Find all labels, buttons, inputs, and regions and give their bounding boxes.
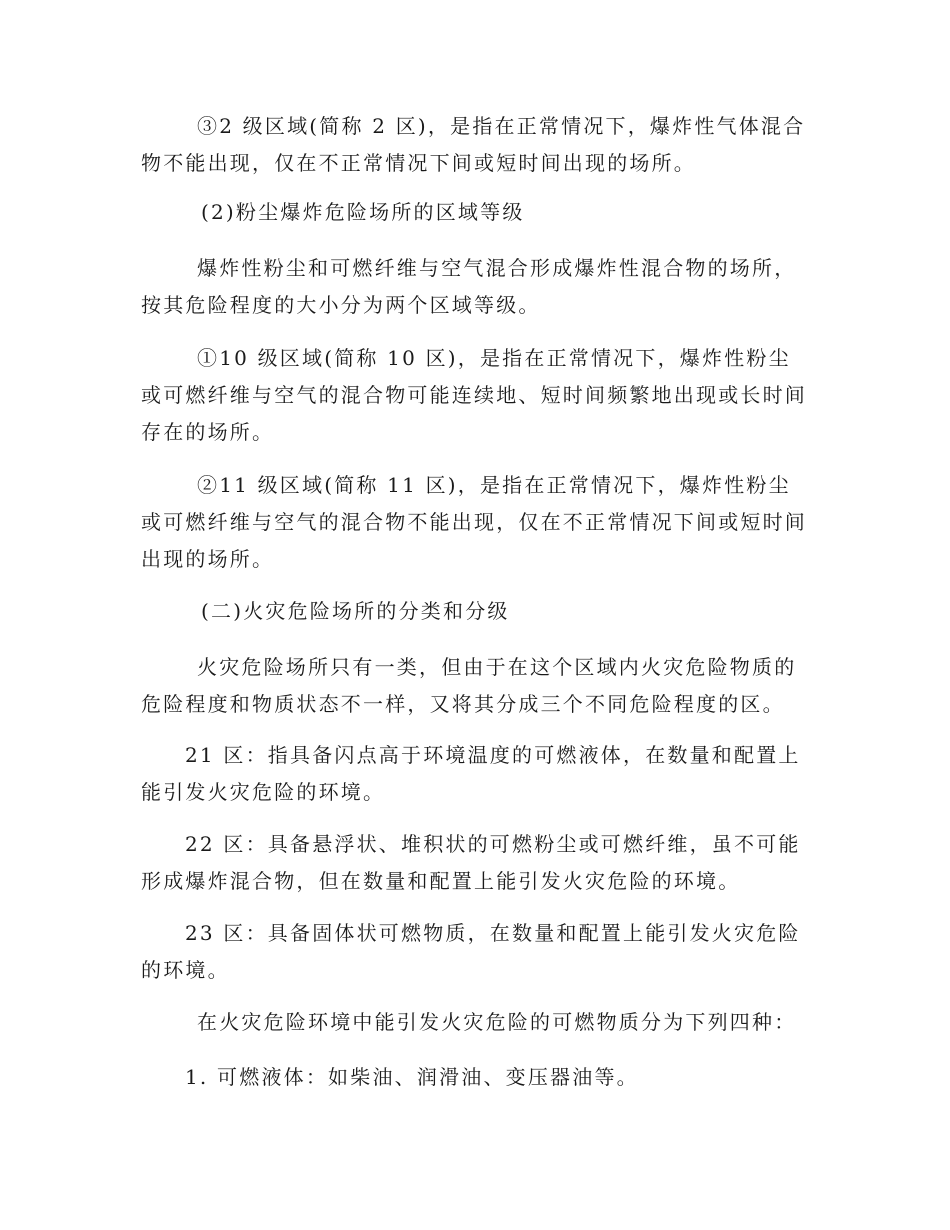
paragraph-dust-intro: 爆炸性粉尘和可燃纤维与空气混合形成爆炸性混合物的场所，按其危险程度的大小分为两个区域等级。	[141, 256, 797, 317]
heading-fire-hazard-classification: (二)火灾危险场所的分类和分级	[201, 599, 510, 623]
paragraph-zone-21: 21 区：指具备闪点高于环境温度的可燃液体，在数量和配置上能引发火灾危险的环境。	[141, 743, 801, 804]
paragraph-zone-22: 22 区：具备悬浮状、堆积状的可燃粉尘或可燃纤维，虽不可能形成爆炸混合物，但在数量和配置上能引发火灾危险的环境。	[141, 832, 801, 893]
list-item-combustible-liquid: 1. 可燃液体：如柴油、润滑油、变压器油等。	[185, 1065, 639, 1089]
paragraph-zone-10: ①10 级区域(简称 10 区)，是指在正常情况下，爆炸性粉尘或可燃纤维与空气的混合物可能连续地、短时间频繁地出现或长时间存在的场所。	[141, 346, 807, 444]
paragraph-zone-11: ②11 级区域(简称 11 区)，是指在正常情况下，爆炸性粉尘或可燃纤维与空气的混合物不能出现，仅在不正常情况下间或短时间出现的场所。	[141, 473, 807, 571]
paragraph-fire-intro: 火灾危险场所只有一类，但由于在这个区域内火灾危险物质的危险程度和物质状态不一样，又将其分成三个不同危险程度的区。	[141, 655, 797, 716]
paragraph-zone-2: ③2 级区域(简称 2 区)，是指在正常情况下，爆炸性气体混合物不能出现，仅在不正常情况下间或短时间出现的场所。	[141, 114, 806, 175]
heading-dust-explosion-zones: (2)粉尘爆炸危险场所的区域等级	[201, 200, 525, 224]
paragraph-combustible-types: 在火灾危险环境中能引发火灾危险的可燃物质分为下列四种：	[197, 1010, 797, 1034]
paragraph-zone-23: 23 区：具备固体状可燃物质，在数量和配置上能引发火灾危险的环境。	[141, 921, 801, 982]
